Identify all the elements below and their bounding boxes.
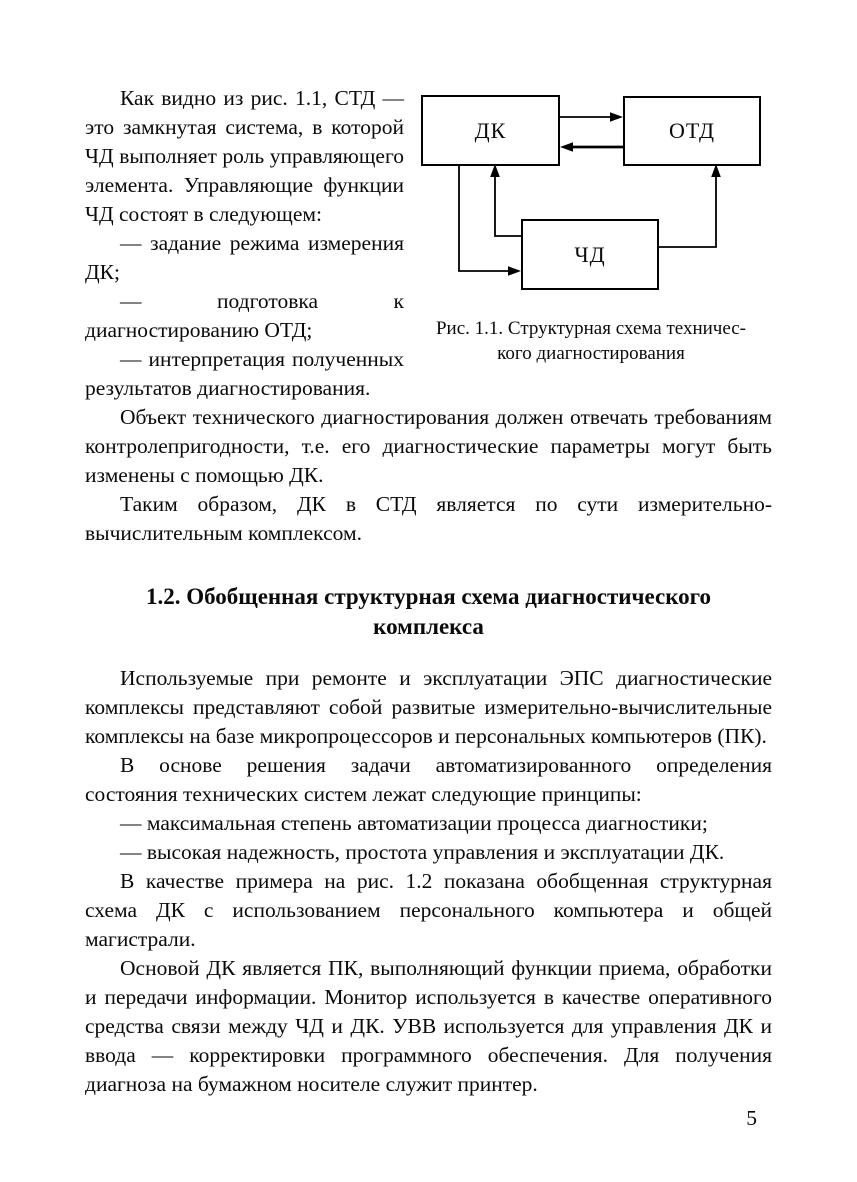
arrowhead-otd-to-dk bbox=[560, 142, 573, 152]
arrow-dk-to-chd bbox=[459, 164, 510, 271]
list-item-intro-1: — задание режима измерения ДК; bbox=[85, 231, 404, 284]
arrowhead-dk-to-chd bbox=[508, 266, 521, 276]
list-item-intro-3: — интерпретация полученных результатов диагностирования. bbox=[85, 347, 404, 400]
paragraph-intro-1: Как видно из рис. 1.1, СТД — это замкнутая система, в которой ЧД выполняет роль управляющего элемента. Управляющие функции ЧД состоят в следующем: bbox=[85, 86, 404, 226]
paragraph-intro-3: Таким образом, ДК в СТД является по сути измерительно-вычислительным комплексом. bbox=[85, 492, 772, 545]
arrow-chd-to-dk bbox=[495, 175, 521, 236]
paragraph-intro-2: Объект технического диагностирования должен отвечать требованиям контролепригодности, т.е. его диагностические параметры могут быть изменены с помощью ДК. bbox=[85, 405, 772, 487]
diagram-box-otd bbox=[623, 96, 761, 166]
diagram-box-chd bbox=[521, 219, 659, 290]
page-number: 5 bbox=[746, 1106, 757, 1130]
list-item-section-2: — высокая надежность, простота управления и эксплуатации ДК. bbox=[120, 840, 725, 864]
figure-caption bbox=[410, 316, 772, 366]
section-heading-1-2: 1.2. Обобщенная структурная схема диагностического комплекса bbox=[145, 584, 712, 639]
diagram-box-otd-label: ОТД bbox=[669, 118, 715, 143]
paragraph-section-3: В качестве примера на рис. 1.2 показана обобщенная структурная схема ДК с использованием персонального компьютера и общей магистрали. bbox=[85, 869, 772, 951]
paragraph-section-2: В основе решения задачи автоматизированного определения состояния технических систем лежат следующие принципы: bbox=[85, 753, 772, 806]
diagram-box-chd-label: ЧД bbox=[574, 241, 606, 267]
list-item-intro-2: — подготовка к диагностированию ОТД; bbox=[85, 289, 404, 342]
page-content bbox=[85, 84, 772, 1099]
paragraph-section-1: Используемые при ремонте и эксплуатации ЭПС диагностические комплексы представляют собой развитые измерительно-вычислительные комплексы на базе микропроцессоров и персональных компьютеров (ПК). bbox=[85, 666, 772, 748]
arrowhead-dk-to-otd bbox=[610, 112, 623, 122]
figure-1-1 bbox=[410, 84, 772, 366]
arrow-chd-to-otd bbox=[659, 175, 716, 247]
diagram-box-dk bbox=[421, 95, 560, 166]
diagram-box-dk-label: ДК bbox=[474, 117, 507, 143]
figure-caption-line1: Рис. 1.1. Структурная схема техничес- bbox=[435, 318, 746, 339]
std-block-diagram bbox=[410, 84, 772, 296]
list-item-section-1: — максимальная степень автоматизации процесса диагностики; bbox=[120, 811, 708, 835]
paragraph-section-4: Основой ДК является ПК, выполняющий функции приема, обработки и передачи информации. Монитор используется в качестве оперативного средства связи между ЧД и ДК. УВВ используется для управления ДК и ввода — корректировки программного обеспечения. Для получения диагноза на бумажном носителе служит принтер. bbox=[85, 956, 772, 1096]
figure-caption-line2: кого диагностирования bbox=[497, 343, 685, 364]
